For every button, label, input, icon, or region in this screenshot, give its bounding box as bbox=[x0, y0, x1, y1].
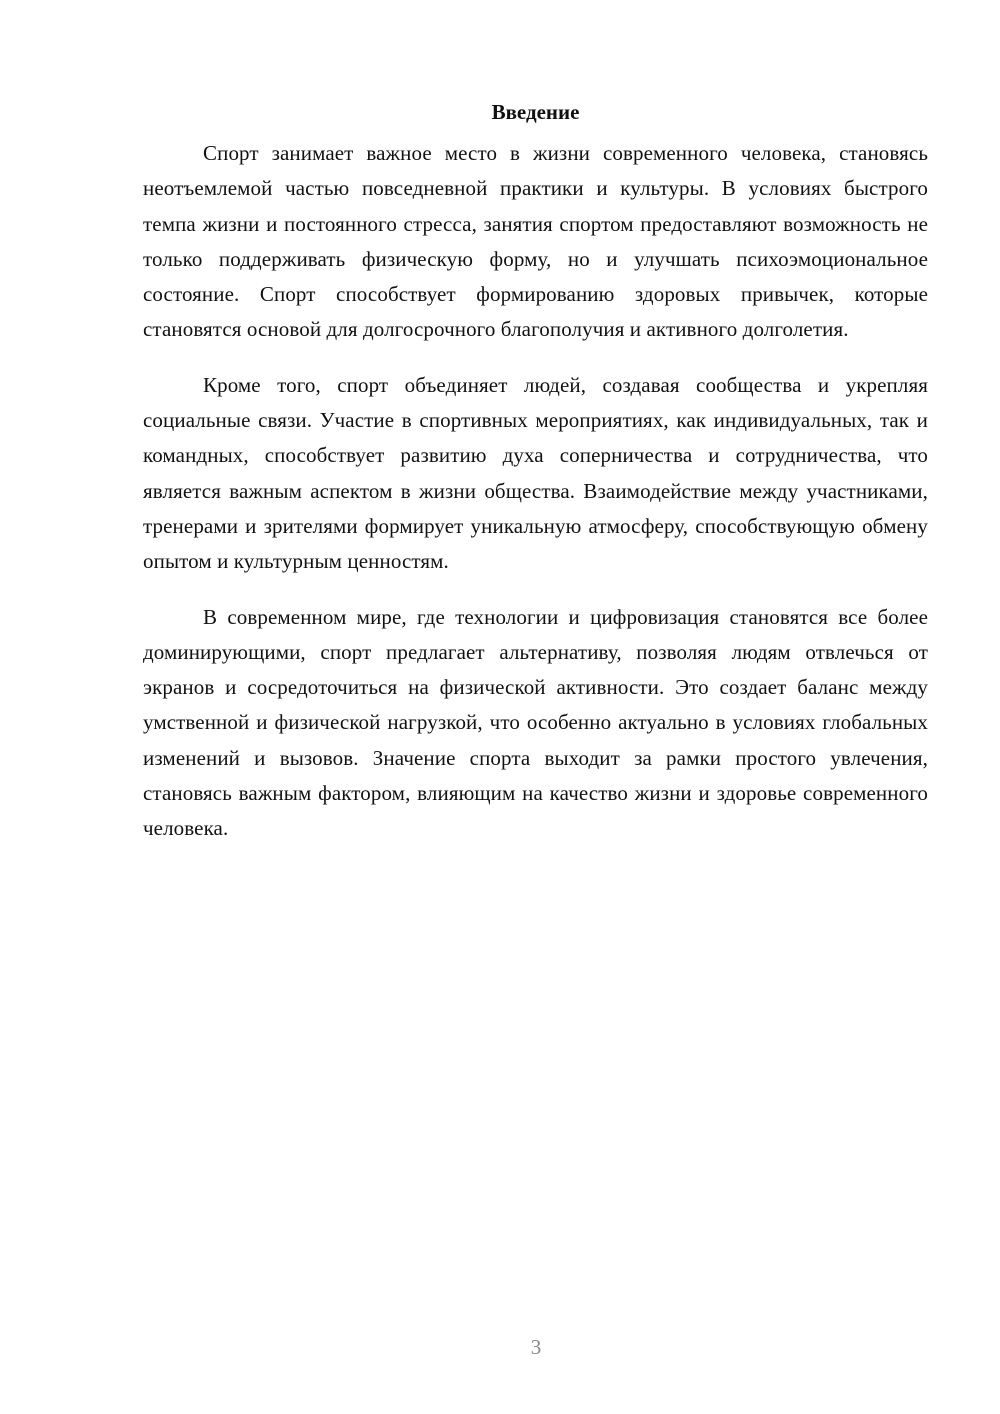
paragraph-3: В современном мире, где технологии и цифровизация становятся все более доминирующими, спорт предлагает альтернативу, позволяя людям отвлечься от экранов и сосредоточиться на физической активности. Это создает баланс между умственной и физической нагрузкой, что особенно актуально в условиях глобальных изменений и вызовов. Значение спорта выходит за рамки простого увлечения, становясь важным фактором, влияющим на качество жизни и здоровье современного человека. bbox=[143, 604, 928, 841]
paragraph-1: Спорт занимает важное место в жизни современного человека, становясь неотъемлемой частью повседневной практики и культуры. В условиях быстрого темпа жизни и постоянного стресса, занятия спортом предоставляют возможность не только поддерживать физическую форму, но и улучшать психоэмоциональное состояние. Спорт способствует формированию здоровых привычек, которые становятся основой для долгосрочного благополучия и активного долголетия. bbox=[143, 141, 928, 342]
page-number: 3 bbox=[530, 1335, 542, 1359]
section-heading: Введение bbox=[491, 100, 580, 124]
page-body bbox=[143, 96, 928, 867]
paragraph-2: Кроме того, спорт объединяет людей, создавая сообщества и укрепляя социальные связи. Участие в спортивных мероприятиях, как индивидуальных, так и командных, способствует развитию духа соперничества и сотрудничества, что является важным аспектом в жизни общества. Взаимодействие между участниками, тренерами и зрителями формирует уникальную атмосферу, способствующую обмену опытом и культурным ценностям. bbox=[143, 372, 928, 574]
